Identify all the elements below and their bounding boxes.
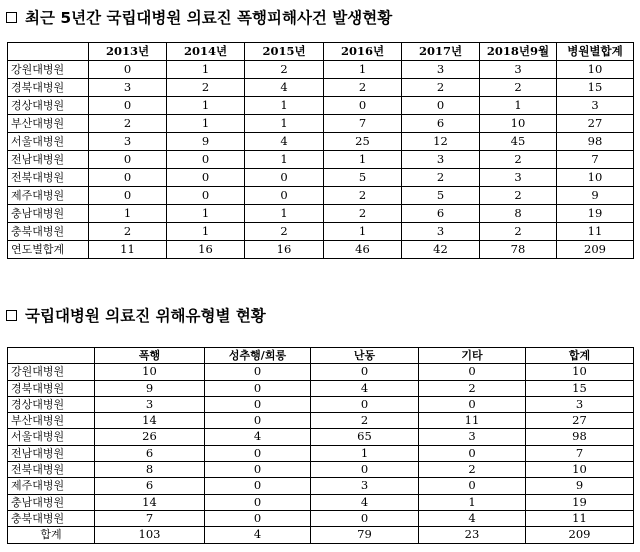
table-cell: 2 — [419, 380, 526, 396]
table-cell: 0 — [205, 380, 311, 396]
table-cell: 1 — [324, 151, 402, 169]
table-cell: 27 — [526, 413, 634, 429]
table-cell: 10 — [95, 364, 205, 380]
table-row — [8, 429, 634, 445]
table-cell: 0 — [245, 169, 324, 187]
table-cell: 3 — [480, 61, 557, 79]
table-cell: 98 — [526, 429, 634, 445]
column-header: 성추행/희롱 — [205, 348, 311, 364]
table-cell: 79 — [311, 527, 419, 543]
table-cell: 1 — [167, 61, 245, 79]
column-header: 2016년 — [324, 43, 402, 61]
column-header: 2014년 — [167, 43, 245, 61]
table-cell: 0 — [419, 478, 526, 494]
table-cell: 103 — [95, 527, 205, 543]
table-cell: 10 — [557, 61, 634, 79]
table-cell: 2 — [480, 151, 557, 169]
table-row — [8, 494, 634, 510]
row-label: 제주대병원 — [8, 478, 95, 494]
table-cell: 45 — [480, 133, 557, 151]
table-cell: 1 — [324, 223, 402, 241]
checkbox-square-icon — [6, 310, 17, 321]
row-label: 충남대병원 — [8, 494, 95, 510]
table-cell: 1 — [245, 205, 324, 223]
table-cell: 16 — [245, 241, 324, 259]
table-cell: 10 — [526, 462, 634, 478]
column-header: 병원별합계 — [557, 43, 634, 61]
row-label: 합계 — [8, 527, 95, 543]
table-row — [8, 169, 634, 187]
table-cell: 4 — [245, 133, 324, 151]
table-cell: 2 — [480, 79, 557, 97]
table-row — [8, 223, 634, 241]
table-cell: 3 — [402, 61, 480, 79]
row-label: 충북대병원 — [8, 510, 95, 526]
column-header: 2013년 — [89, 43, 167, 61]
table-cell: 3 — [89, 133, 167, 151]
table-row — [8, 413, 634, 429]
table-cell: 0 — [419, 445, 526, 461]
table-row — [8, 445, 634, 461]
table-cell: 10 — [480, 115, 557, 133]
table-cell: 1 — [89, 205, 167, 223]
table-cell: 14 — [95, 413, 205, 429]
table-cell: 1 — [245, 97, 324, 115]
table-cell: 2 — [402, 169, 480, 187]
table-cell: 0 — [167, 151, 245, 169]
table-cell: 3 — [89, 79, 167, 97]
table-cell: 4 — [311, 380, 419, 396]
column-header: 기타 — [419, 348, 526, 364]
table-row — [8, 510, 634, 526]
table-cell: 5 — [402, 187, 480, 205]
section2-heading — [6, 304, 266, 326]
table-cell: 11 — [526, 510, 634, 526]
row-label: 제주대병원 — [8, 187, 89, 205]
table-row — [8, 61, 634, 79]
row-label: 경북대병원 — [8, 380, 95, 396]
table-cell: 1 — [167, 223, 245, 241]
table-cell: 9 — [95, 380, 205, 396]
table-cell: 16 — [167, 241, 245, 259]
table-cell: 0 — [89, 151, 167, 169]
table-cell: 209 — [557, 241, 634, 259]
table-cell: 0 — [205, 445, 311, 461]
table-cell: 0 — [205, 510, 311, 526]
row-label: 전북대병원 — [8, 169, 89, 187]
table-cell: 4 — [205, 527, 311, 543]
table-cell: 2 — [245, 61, 324, 79]
table-cell: 4 — [311, 494, 419, 510]
column-header: 2015년 — [245, 43, 324, 61]
table-cell: 10 — [526, 364, 634, 380]
table-cell: 2 — [419, 462, 526, 478]
table-cell: 10 — [557, 169, 634, 187]
table-cell: 0 — [167, 187, 245, 205]
row-label: 경상대병원 — [8, 97, 89, 115]
table-row — [8, 396, 634, 412]
table-cell: 0 — [311, 396, 419, 412]
table-cell: 2 — [89, 223, 167, 241]
assault-incidents-by-year-table — [7, 42, 634, 259]
header-corner-cell — [8, 43, 89, 61]
row-label: 충남대병원 — [8, 205, 89, 223]
table-cell: 0 — [205, 478, 311, 494]
table-cell: 3 — [419, 429, 526, 445]
table-cell: 19 — [557, 205, 634, 223]
row-label: 서울대병원 — [8, 133, 89, 151]
table-cell: 6 — [95, 478, 205, 494]
table-cell: 2 — [245, 223, 324, 241]
table-cell: 3 — [311, 478, 419, 494]
table-cell: 2 — [324, 205, 402, 223]
table-cell: 3 — [480, 169, 557, 187]
table-cell: 3 — [95, 396, 205, 412]
table-cell: 209 — [526, 527, 634, 543]
column-header: 2017년 — [402, 43, 480, 61]
table-row — [8, 241, 634, 259]
table-row — [8, 527, 634, 543]
table-cell: 0 — [402, 97, 480, 115]
table-cell: 23 — [419, 527, 526, 543]
table-cell: 11 — [419, 413, 526, 429]
table-cell: 26 — [95, 429, 205, 445]
section1-title: 최근 5년간 국립대병원 의료진 폭행피해사건 발생현황 — [25, 9, 393, 27]
section2-title: 국립대병원 의료진 위해유형별 현황 — [25, 307, 266, 325]
column-header: 합계 — [526, 348, 634, 364]
table-cell: 0 — [205, 494, 311, 510]
table-cell: 2 — [324, 79, 402, 97]
table-cell: 2 — [480, 223, 557, 241]
table-cell: 2 — [402, 79, 480, 97]
table-cell: 19 — [526, 494, 634, 510]
table-cell: 0 — [245, 187, 324, 205]
table-cell: 3 — [526, 396, 634, 412]
checkbox-square-icon — [6, 12, 17, 23]
row-label: 부산대병원 — [8, 413, 95, 429]
table-cell: 2 — [167, 79, 245, 97]
table-cell: 46 — [324, 241, 402, 259]
row-label: 경북대병원 — [8, 79, 89, 97]
table-cell: 1 — [324, 61, 402, 79]
table-cell: 8 — [95, 462, 205, 478]
table-cell: 0 — [89, 61, 167, 79]
table-row — [8, 462, 634, 478]
table-cell: 2 — [311, 413, 419, 429]
table-cell: 98 — [557, 133, 634, 151]
table-cell: 0 — [205, 413, 311, 429]
table-cell: 0 — [311, 364, 419, 380]
table-cell: 1 — [311, 445, 419, 461]
table-cell: 4 — [419, 510, 526, 526]
table-cell: 6 — [95, 445, 205, 461]
table-cell: 11 — [557, 223, 634, 241]
table-cell: 12 — [402, 133, 480, 151]
table-cell: 2 — [324, 187, 402, 205]
column-header: 난동 — [311, 348, 419, 364]
table-cell: 0 — [311, 510, 419, 526]
table-cell: 6 — [402, 115, 480, 133]
table-cell: 0 — [311, 462, 419, 478]
column-header: 2018년9월 — [480, 43, 557, 61]
table-cell: 7 — [557, 151, 634, 169]
table-cell: 0 — [89, 97, 167, 115]
table-cell: 1 — [167, 205, 245, 223]
table-cell: 0 — [89, 187, 167, 205]
table-row — [8, 151, 634, 169]
section1-heading — [6, 6, 392, 28]
table-row — [8, 133, 634, 151]
row-label: 전북대병원 — [8, 462, 95, 478]
table-cell: 3 — [557, 97, 634, 115]
table-row — [8, 79, 634, 97]
harm-type-table — [7, 347, 634, 544]
table-cell: 9 — [557, 187, 634, 205]
table-row — [8, 364, 634, 380]
table-cell: 3 — [402, 223, 480, 241]
table-cell: 1 — [419, 494, 526, 510]
table-cell: 1 — [167, 115, 245, 133]
table-cell: 1 — [167, 97, 245, 115]
row-label: 강원대병원 — [8, 364, 95, 380]
table-cell: 1 — [245, 115, 324, 133]
row-label: 전남대병원 — [8, 445, 95, 461]
row-label: 부산대병원 — [8, 115, 89, 133]
row-label: 연도별합계 — [8, 241, 89, 259]
row-label: 서울대병원 — [8, 429, 95, 445]
table-cell: 2 — [89, 115, 167, 133]
table-cell: 15 — [526, 380, 634, 396]
table-cell: 1 — [245, 151, 324, 169]
column-header: 폭행 — [95, 348, 205, 364]
table-cell: 2 — [480, 187, 557, 205]
table-cell: 0 — [419, 364, 526, 380]
table-cell: 65 — [311, 429, 419, 445]
table-cell: 4 — [205, 429, 311, 445]
table-cell: 9 — [167, 133, 245, 151]
table-cell: 3 — [402, 151, 480, 169]
table-cell: 0 — [205, 396, 311, 412]
table-cell: 0 — [205, 364, 311, 380]
table-cell: 8 — [480, 205, 557, 223]
row-label: 전남대병원 — [8, 151, 89, 169]
table-cell: 0 — [324, 97, 402, 115]
table-row — [8, 205, 634, 223]
table-cell: 0 — [89, 169, 167, 187]
table-cell: 7 — [324, 115, 402, 133]
table-cell: 14 — [95, 494, 205, 510]
table-cell: 9 — [526, 478, 634, 494]
table-cell: 6 — [402, 205, 480, 223]
table-row — [8, 97, 634, 115]
table-row — [8, 380, 634, 396]
table-cell: 5 — [324, 169, 402, 187]
table-cell: 11 — [89, 241, 167, 259]
table-cell: 78 — [480, 241, 557, 259]
table-row — [8, 478, 634, 494]
table-cell: 42 — [402, 241, 480, 259]
table-cell: 27 — [557, 115, 634, 133]
row-label: 경상대병원 — [8, 396, 95, 412]
table-row — [8, 115, 634, 133]
table-cell: 0 — [167, 169, 245, 187]
row-label: 강원대병원 — [8, 61, 89, 79]
table-cell: 0 — [419, 396, 526, 412]
table-cell: 4 — [245, 79, 324, 97]
row-label: 충북대병원 — [8, 223, 89, 241]
table-cell: 0 — [205, 462, 311, 478]
table-cell: 25 — [324, 133, 402, 151]
table-cell: 15 — [557, 79, 634, 97]
table-cell: 7 — [95, 510, 205, 526]
table-cell: 1 — [480, 97, 557, 115]
header-corner-cell — [8, 348, 95, 364]
table-row — [8, 187, 634, 205]
table-cell: 7 — [526, 445, 634, 461]
